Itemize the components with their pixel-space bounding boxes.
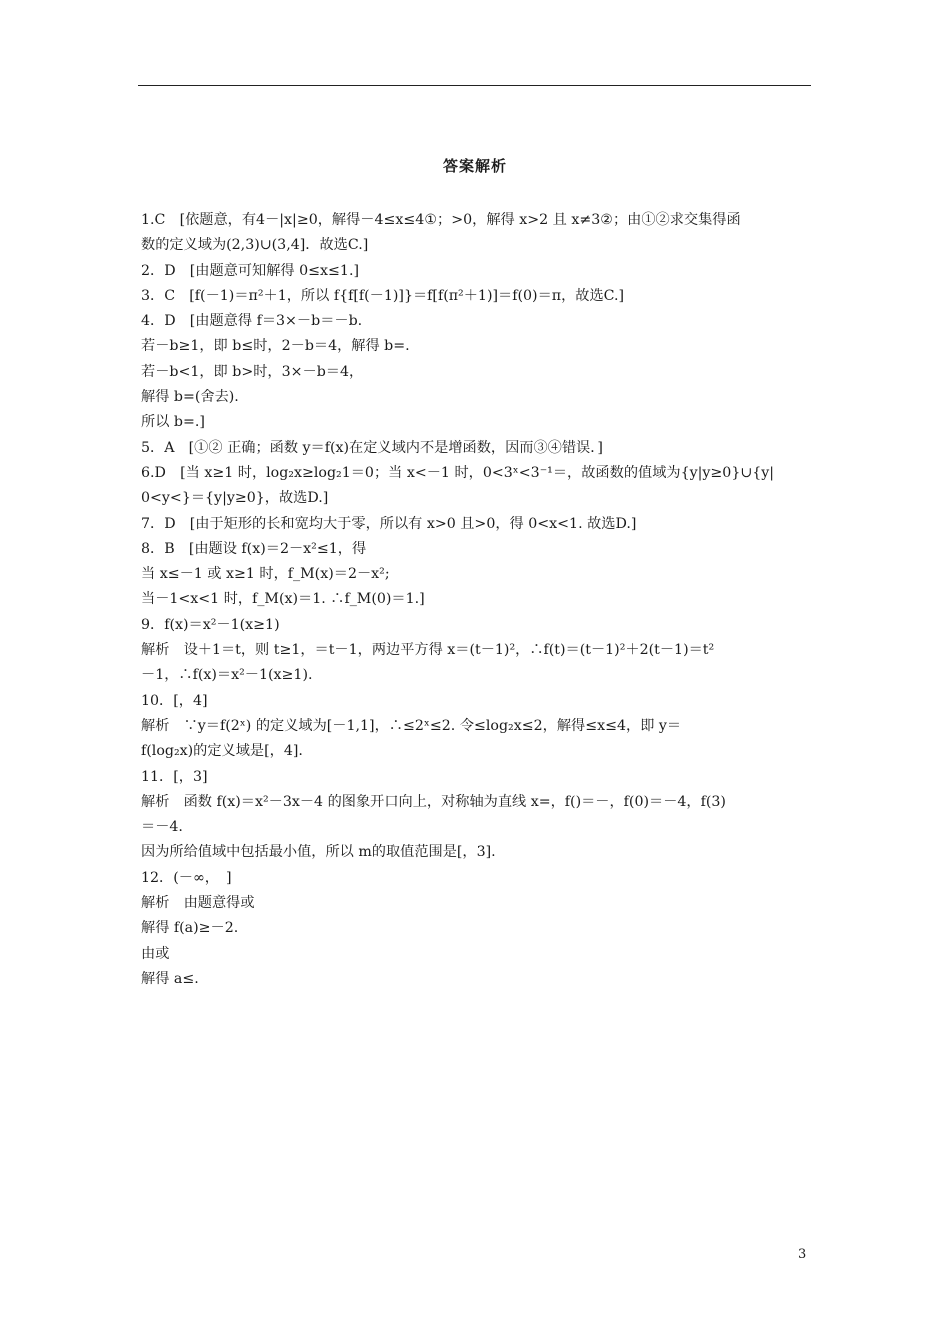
header-rule [138,85,811,86]
answer-line: 9．f(x)＝x²－1(x≥1) [141,616,280,633]
answer-line: 数的定义域为(2,3)∪(3,4]．故选C.] [141,237,369,254]
answer-line: 解析 由题意得或 [141,895,255,912]
answer-line: 解析 ∵y＝f(2ˣ) 的定义域为[－1,1]，∴≤2ˣ≤2. 令≤log₂x≤2，解得≤x≤4，即 y＝ [141,717,682,734]
answer-line: 解得 b=(舍去). [141,389,239,406]
answer-line: 若－b≥1，即 b≤时，2－b＝4，解得 b=. [141,338,410,355]
answer-line: 6.D [当 x≥1 时，log₂x≥log₂1＝0；当 x<－1 时，0<3ˣ<3⁻¹＝，故函数的值域为{y|y≥0}∪{y| [141,464,775,481]
answer-line: 当－1<x<1 时，f_M(x)＝1. ∴f_M(0)＝1.] [141,591,425,608]
answer-line: 8．B [由题设 f(x)＝2－x²≤1，得 [141,540,367,557]
answer-line: 10．[，4] [141,692,208,709]
answer-line: 0<y<}＝{y|y≥0}，故选D.] [141,490,329,507]
answer-line: 因为所给值域中包括最小值，所以 m的取值范围是[，3]. [141,844,496,861]
answer-line: 11．[，3] [141,768,208,785]
answer-line: 所以 b=.] [141,414,205,431]
page-number: 3 [798,1247,807,1262]
answer-line: 由或 [141,945,170,962]
answer-line: f(log₂x)的定义域是[，4]. [141,743,303,760]
answer-line: 当 x≤－1 或 x≥1 时，f_M(x)＝2－x²; [141,566,390,583]
answer-line: 若－b<1，即 b>时，3×－b＝4， [141,363,364,380]
page-title: 答案解析 [442,157,507,175]
answer-line: 解得 a≤. [141,970,199,987]
answer-line: －1，∴f(x)＝x²－1(x≥1). [141,667,313,684]
answer-line: ＝－4. [141,819,183,836]
answer-line: 解析 设＋1＝t，则 t≥1，＝t－1，两边平方得 x＝(t－1)²，∴f(t)＝(t－1)²＋2(t－1)＝t² [141,642,715,659]
answer-line: 解析 函数 f(x)＝x²－3x－4 的图象开口向上，对称轴为直线 x=，f()＝－，f(0)＝－4，f(3) [141,793,726,810]
answer-line: 12．(－∞， ] [141,869,232,886]
answer-content [141,208,813,992]
answer-line: 3．C [f(－1)＝π²＋1，所以 f{f[f(－1)]}＝f[f(π²＋1)]＝f(0)＝π，故选C.] [141,287,625,304]
answer-line: 2．D [由题意可知解得 0≤x≤1.] [141,262,360,279]
answer-line: 7．D [由于矩形的长和宽均大于零，所以有 x>0 且>0，得 0<x<1. 故选D.] [141,515,637,532]
answer-line: 5．A [①② 正确；函数 y＝f(x)在定义域内不是增函数，因而③④错误．] [141,439,603,456]
answer-line: 1.C [依题意，有4－|x|≥0，解得－4≤x≤4①；>0，解得 x>2 且 x≠3②；由①②求交集得函 [141,212,741,228]
answer-line: 解得 f(a)≥－2. [141,920,239,937]
answer-line: 4．D [由题意得 f＝3×－b＝－b. [141,313,363,330]
